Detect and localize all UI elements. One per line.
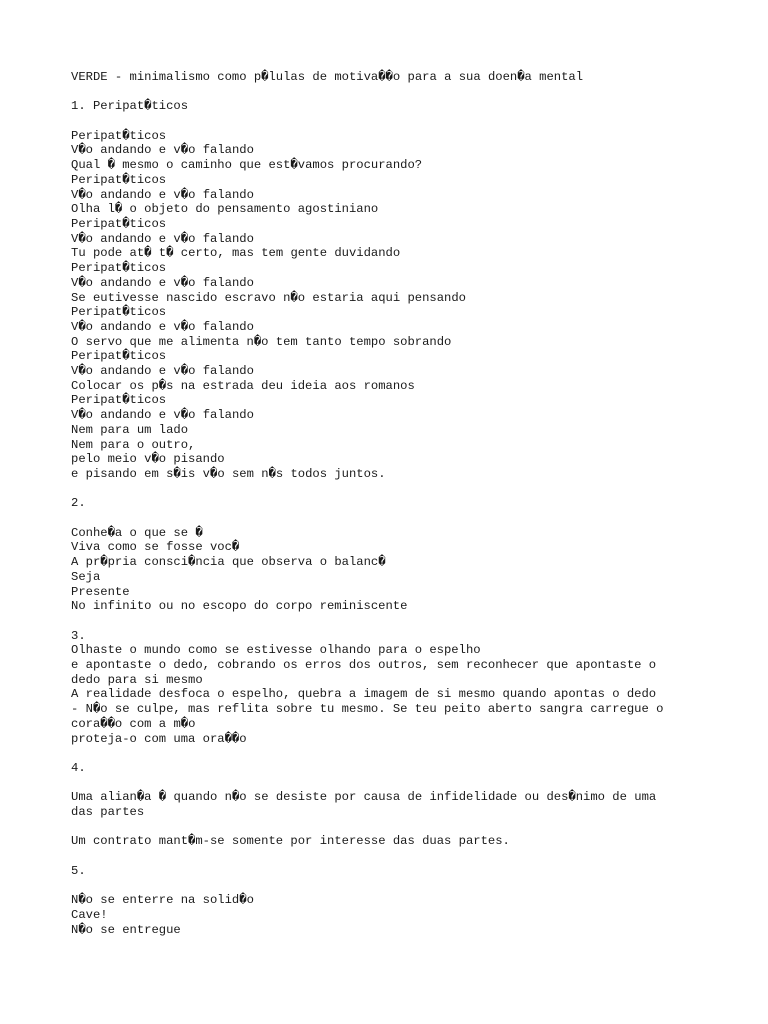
text-line: Uma alian�a � quando n�o se desiste por causa de infidelidade ou des�nimo de uma: [71, 790, 657, 805]
text-line: Olha l� o objeto do pensamento agostiniano: [71, 202, 379, 217]
section-2-body: [71, 526, 711, 614]
text-line: Nem para o outro,: [71, 437, 196, 452]
text-line: cora��o com a m�o: [71, 716, 196, 731]
text-line: Peripat�ticos: [71, 305, 167, 320]
text-line: A pr�pria consci�ncia que observa o balanc�: [71, 555, 386, 570]
text-line: dedo para si mesmo: [71, 672, 203, 687]
text-line: Peripat�ticos: [71, 128, 167, 143]
text-line: O servo que me alimenta n�o tem tanto tempo sobrando: [71, 334, 452, 349]
text-line: V�o andando e v�o falando: [71, 143, 254, 158]
text-line: das partes: [71, 805, 145, 820]
document-page: [71, 70, 711, 937]
spacer: [71, 114, 711, 129]
spacer: [71, 85, 711, 100]
text-line: Tu pode at� t� certo, mas tem gente duvidando: [71, 246, 401, 261]
text-line: proteja-o com uma ora��o: [71, 731, 247, 746]
text-line: e pisando em s�is v�o sem n�s todos juntos.: [71, 466, 386, 481]
text-line: Olhaste o mundo como se estivesse olhando para o espelho: [71, 643, 481, 658]
text-line: Presente: [71, 584, 130, 599]
text-line: V�o andando e v�o falando: [71, 275, 254, 290]
section-4-body: [71, 790, 711, 849]
spacer: [71, 746, 711, 761]
text-line: Viva como se fosse voc�: [71, 540, 240, 555]
text-line: N�o se entregue: [71, 922, 181, 937]
text-line: Se eutivesse nascido escravo n�o estaria aqui pensando: [71, 290, 466, 305]
spacer: [71, 879, 711, 894]
spacer: [71, 820, 711, 835]
text-line: Seja: [71, 569, 101, 584]
text-line: A realidade desfoca o espelho, quebra a imagem de si mesmo quando apontas o dedo: [71, 687, 657, 702]
spacer: [71, 849, 711, 864]
text-line: Nem para um lado: [71, 422, 189, 437]
spacer: [71, 511, 711, 526]
text-line: Qual � mesmo o caminho que est�vamos procurando?: [71, 158, 423, 173]
section-1-body: [71, 129, 711, 482]
text-line: Conhe�a o que se �: [71, 525, 203, 540]
text-line: V�o andando e v�o falando: [71, 319, 254, 334]
text-line: Colocar os p�s na estrada deu ideia aos romanos: [71, 378, 415, 393]
text-line: Cave!: [71, 907, 108, 922]
text-line: - N�o se culpe, mas reflita sobre tu mesmo. Se teu peito aberto sangra carregue o: [71, 702, 664, 717]
section-heading: 2.: [71, 496, 86, 511]
section-3-body: [71, 643, 711, 746]
document-title: VERDE - minimalismo como p�lulas de motiva��o para a sua doen�a mental: [71, 70, 584, 84]
section-heading: 4.: [71, 760, 86, 775]
text-line: V�o andando e v�o falando: [71, 408, 254, 423]
section-heading: 5.: [71, 863, 86, 878]
text-line: Peripat�ticos: [71, 172, 167, 187]
text-line: Peripat�ticos: [71, 349, 167, 364]
text-line: Peripat�ticos: [71, 217, 167, 231]
text-line: V�o andando e v�o falando: [71, 187, 254, 202]
spacer: [71, 776, 711, 791]
text-line: Peripat�ticos: [71, 261, 167, 276]
spacer: [71, 614, 711, 629]
text-line: pelo meio v�o pisando: [71, 452, 225, 467]
text-line: No infinito ou no escopo do corpo reminiscente: [71, 599, 408, 614]
section-5-body: [71, 893, 711, 937]
section-heading: 1. Peripat�ticos: [71, 99, 189, 114]
text-line: N�o se enterre na solid�o: [71, 893, 254, 908]
section-heading: 3.: [71, 628, 86, 643]
text-line: V�o andando e v�o falando: [71, 364, 254, 379]
spacer: [71, 482, 711, 497]
text-line: e apontaste o dedo, cobrando os erros dos outros, sem reconhecer que apontaste o: [71, 658, 657, 673]
text-line: V�o andando e v�o falando: [71, 231, 254, 246]
text-line: Peripat�ticos: [71, 393, 167, 408]
text-line: Um contrato mant�m-se somente por interesse das duas partes.: [71, 834, 510, 849]
